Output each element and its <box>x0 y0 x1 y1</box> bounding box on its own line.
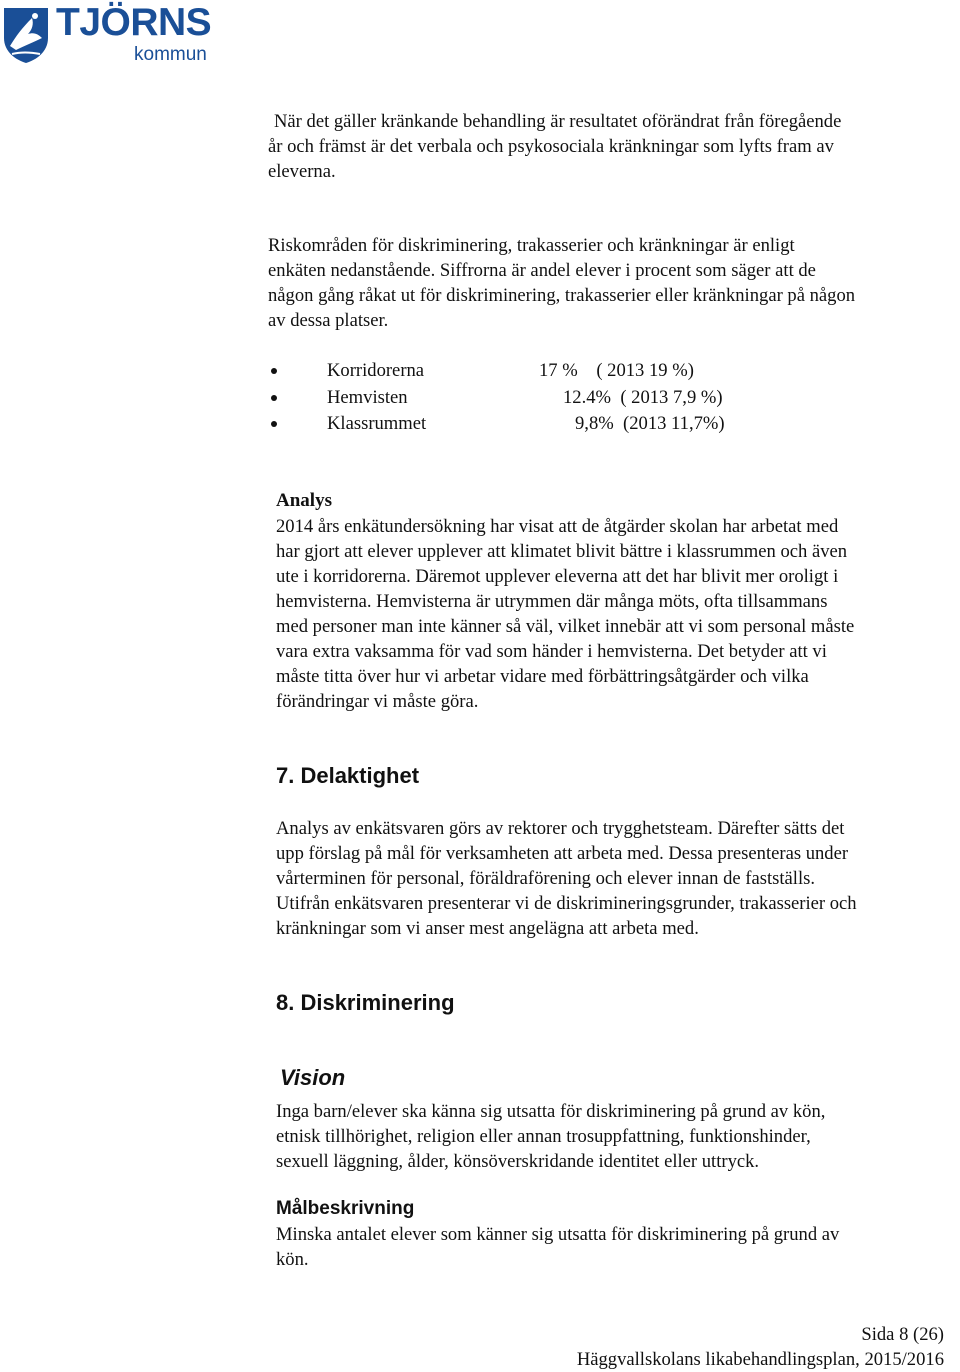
coat-of-arms-icon <box>2 6 50 64</box>
text-line: sexuell läggning, ålder, könsöverskridande identitet eller uttryck. <box>276 1151 760 1172</box>
text-line: förändringar vi måste göra. <box>276 691 479 712</box>
text-line: med personer man inte känner så väl, vilket innebär att vi som personal måste <box>276 616 855 637</box>
delaktighet-paragraph <box>276 816 857 941</box>
list-item <box>268 358 788 385</box>
text-line: upp förslag på mål för verksamheten att arbeta med. Dessa presenteras under <box>276 843 849 864</box>
municipality-logo <box>0 0 230 70</box>
vision-paragraph <box>276 1099 825 1174</box>
list-item-value: 17 % ( 2013 19 %) <box>539 360 694 381</box>
text-line: vara extra vaksamma för vad som händer i hemvisterna. Det betyder att vi <box>276 641 827 662</box>
text-line: När det gäller kränkande behandling är resultatet oförändrat från föregående <box>274 111 842 132</box>
list-item-value: 9,8% (2013 11,7%) <box>575 413 725 434</box>
list-item-label: Klassrummet <box>327 413 427 434</box>
bullet-icon <box>271 421 277 427</box>
page-footer <box>577 1322 944 1372</box>
analys-heading: Analys <box>276 490 332 511</box>
text-line: Riskområden för diskriminering, trakasserier och kränkningar är enligt <box>268 235 795 256</box>
vision-heading: Vision <box>280 1065 346 1090</box>
text-line: Analys av enkätsvaren görs av rektorer och trygghetsteam. Därefter sätts det <box>276 818 845 839</box>
bullet-icon <box>271 395 277 401</box>
text-line: kränkningar som vi anser mest angelägna att arbeta med. <box>276 918 699 939</box>
bullet-icon <box>271 368 277 374</box>
goal-paragraph <box>276 1222 839 1272</box>
document-title: Häggvallskolans likabehandlingsplan, 2015/2016 <box>576 1349 944 1370</box>
logo-subtitle: kommun <box>134 44 207 65</box>
text-line: 2014 års enkätundersökning har visat att de åtgärder skolan har arbetat med <box>276 516 839 537</box>
text-line: år och främst är det verbala och psykosociala kränkningar som lyfts fram av <box>268 136 834 157</box>
text-line: av dessa platser. <box>268 310 389 331</box>
intro-paragraph <box>268 109 841 184</box>
goal-heading: Målbeskrivning <box>276 1198 415 1219</box>
list-item-value: 12.4% ( 2013 7,9 %) <box>563 386 723 408</box>
risk-paragraph <box>268 233 855 333</box>
text-line: kön. <box>276 1249 309 1270</box>
text-line: enkäten nedanstående. Siffrorna är andel elever i procent som säger att de <box>268 260 816 281</box>
text-line: vårterminen för personal, föräldraförening och elever innan de fastställs. <box>276 868 816 889</box>
list-item <box>268 385 788 412</box>
text-line: etnisk tillhörighet, religion eller annan trosuppfattning, funktionshinder, <box>276 1126 811 1147</box>
text-line: Utifrån enkätsvaren presenterar vi de diskrimineringsgrunder, trakasserier och <box>276 893 857 914</box>
analys-paragraph <box>276 514 854 714</box>
text-line: har gjort att elever upplever att klimatet blivit bättre i klassrummen och även <box>276 541 848 562</box>
list-item <box>268 411 788 438</box>
list-item-label: Hemvisten <box>327 386 408 408</box>
text-line: hemvisterna. Hemvisterna är utrymmen där många möts, ofta tillsammans <box>276 591 828 612</box>
text-line: ute i korridorerna. Däremot upplever eleverna att det har blivit mer oroligt i <box>276 566 839 587</box>
risk-area-list <box>268 358 788 438</box>
text-line: eleverna. <box>268 161 336 182</box>
logo-name: TJÖRNS <box>56 1 212 44</box>
text-line: Inga barn/elever ska känna sig utsatta för diskriminering på grund av kön, <box>276 1101 826 1122</box>
text-line: någon gång råkat ut för diskriminering, trakasserier eller kränkningar på någon <box>268 285 856 306</box>
section-heading-delaktighet: 7. Delaktighet <box>276 763 420 788</box>
page-number: Sida 8 (26) <box>861 1324 944 1345</box>
section-heading-diskriminering: 8. Diskriminering <box>276 990 455 1015</box>
text-line: måste titta över hur vi arbetar vidare med förbättringsåtgärder och vilka <box>276 666 809 687</box>
text-line: Minska antalet elever som känner sig utsatta för diskriminering på grund av <box>276 1224 840 1245</box>
list-item-label: Korridorerna <box>327 360 425 381</box>
